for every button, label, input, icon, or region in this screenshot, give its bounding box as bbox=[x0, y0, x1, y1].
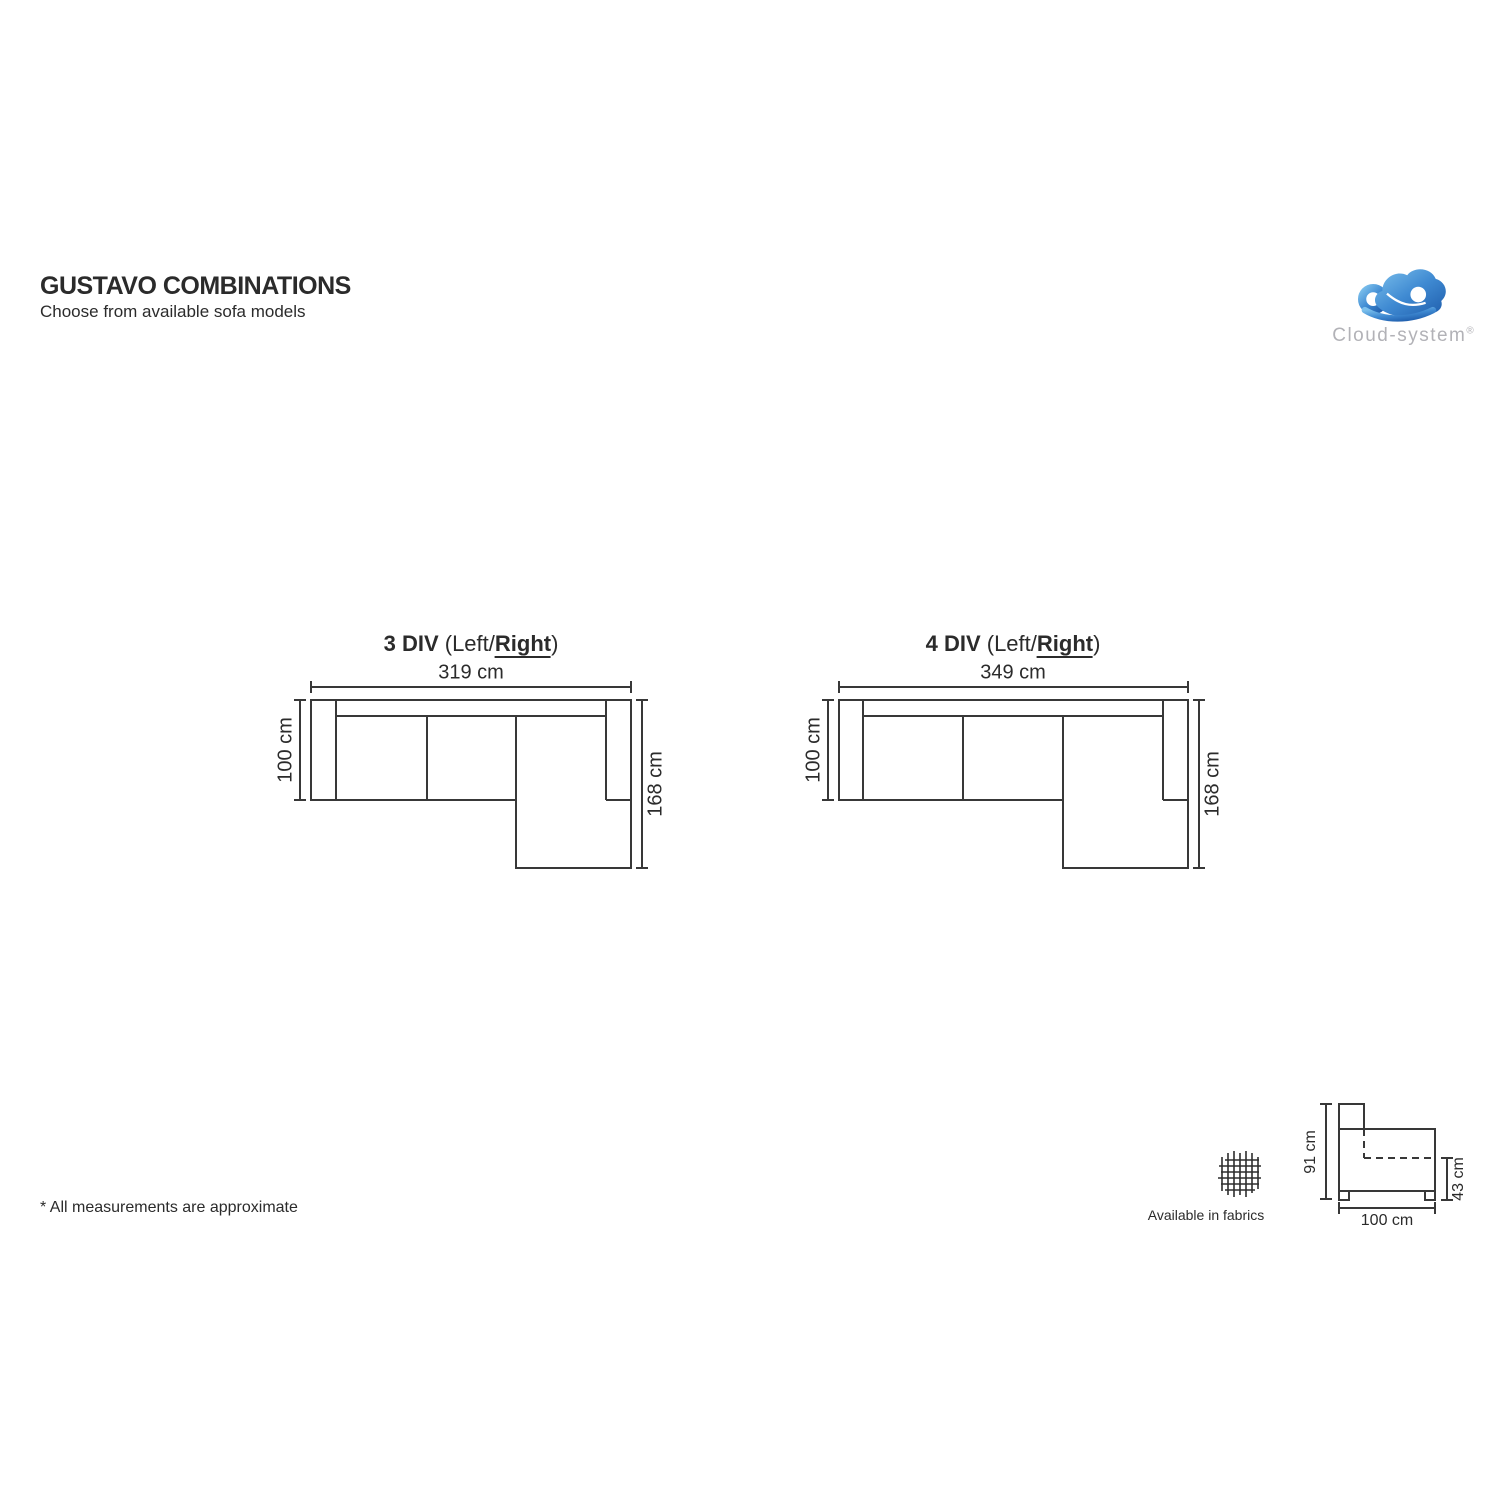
model-name: 4 DIV bbox=[925, 631, 981, 656]
fabric-swatch-icon bbox=[1218, 1151, 1261, 1197]
fabric-availability-label: Available in fabrics bbox=[1147, 1207, 1265, 1223]
measurements-footnote: * All measurements are approximate bbox=[40, 1199, 298, 1216]
cloud-curl-hole bbox=[1410, 287, 1426, 303]
feet-outline bbox=[1339, 1191, 1435, 1200]
dimension-line-overall-height bbox=[1320, 1104, 1332, 1199]
cloud-logo-icon bbox=[1362, 269, 1446, 318]
orientation-pre: (Left/ bbox=[980, 631, 1037, 656]
orientation-post: ) bbox=[551, 631, 559, 656]
armchair-side-view bbox=[1320, 1104, 1453, 1214]
plan-title-4div bbox=[926, 631, 1101, 657]
sofa-outline bbox=[839, 700, 1188, 868]
plan-title-3div bbox=[384, 631, 559, 657]
backrest-outline bbox=[1339, 1104, 1364, 1129]
sofa-inner-lines bbox=[863, 700, 1188, 800]
fabric-weave-lines bbox=[1218, 1151, 1261, 1197]
seat-dashed-line bbox=[1364, 1129, 1435, 1158]
sofa-inner-lines bbox=[336, 700, 631, 800]
logo-brand-text: Cloud-system bbox=[1332, 325, 1467, 346]
side-view-overall-height-label: 91 cm bbox=[1302, 1130, 1319, 1174]
page-title: GUSTAVO COMBINATIONS bbox=[40, 272, 351, 300]
orientation-emphasized: Right bbox=[1036, 631, 1094, 656]
depth-dimension-label-4div: 100 cm bbox=[802, 717, 825, 783]
side-view-depth-label: 100 cm bbox=[1360, 1212, 1414, 1229]
logo-wordmark bbox=[1332, 325, 1474, 347]
orientation-emphasized: Right bbox=[494, 631, 552, 656]
orientation-pre: (Left/ bbox=[438, 631, 495, 656]
registered-mark: ® bbox=[1466, 325, 1474, 337]
height-dimension-label-4div: 168 cm bbox=[1201, 751, 1224, 817]
orientation-post: ) bbox=[1093, 631, 1101, 656]
width-dimension-label-4div: 349 cm bbox=[980, 661, 1046, 684]
sofa-plan-4div bbox=[822, 681, 1205, 868]
sofa-outline bbox=[311, 700, 631, 868]
width-dimension-label-3div: 319 cm bbox=[438, 661, 504, 684]
model-name: 3 DIV bbox=[383, 631, 439, 656]
body-outline bbox=[1339, 1129, 1435, 1191]
page-subtitle: Choose from available sofa models bbox=[40, 302, 306, 321]
height-dimension-label-3div: 168 cm bbox=[644, 751, 667, 817]
sofa-plan-3div bbox=[294, 681, 648, 868]
side-view-seat-height-label: 43 cm bbox=[1450, 1157, 1467, 1201]
depth-dimension-label-3div: 100 cm bbox=[274, 717, 297, 783]
